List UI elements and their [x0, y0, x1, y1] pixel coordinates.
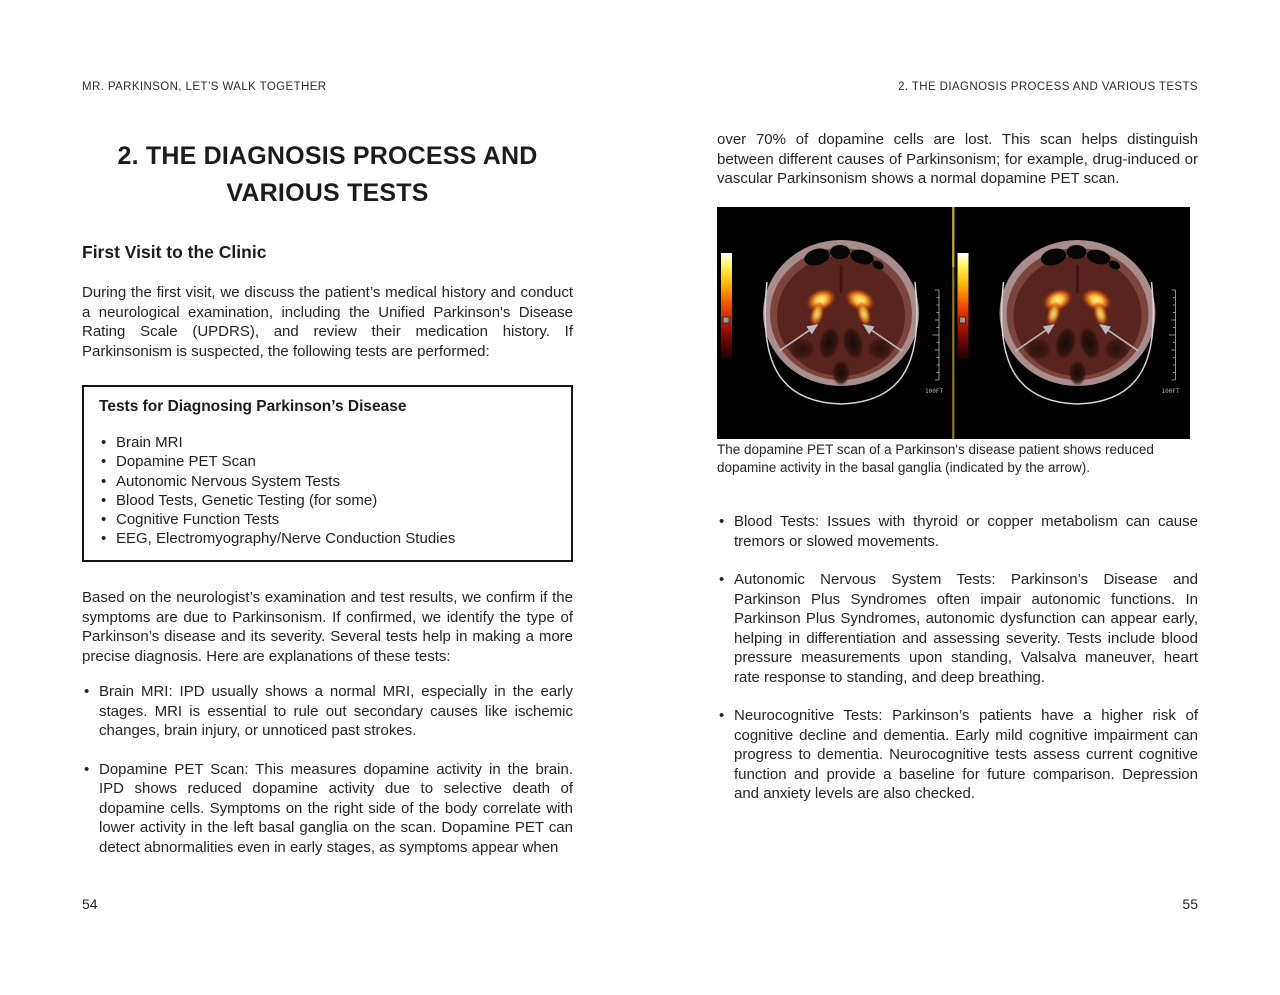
figure-caption: The dopamine PET scan of a Parkinson's disease patient shows reduced dopamine activity in the basal ganglia (indicated by the arrow).: [717, 442, 1154, 475]
tests-box-item: • EEG, Electromyography/Nerve Conduction Studies: [99, 529, 556, 548]
tests-box-item: • Dopamine PET Scan: [99, 452, 556, 471]
left-bullet-list: [82, 682, 573, 876]
tests-box-item: • Blood Tests, Genetic Testing (for some): [99, 491, 556, 510]
chapter-title-line1: 2. THE DIAGNOSIS PROCESS AND: [117, 142, 538, 170]
tests-box-title: Tests for Diagnosing Parkinson’s Disease: [99, 398, 407, 415]
pet-scan-svg: [717, 207, 1190, 439]
dopamine-pet-scan-figure: [717, 207, 1190, 439]
right-bullet-list: [717, 512, 1198, 823]
body-paragraph: Based on the neurologist’s examination and test results, we confirm if the symptoms are due to Parkinsonism. If confirmed, we identify the type of Parkinson’s disease and its severity. Several tests help in making a more precise diagnosis. Here are explanations of these tests:: [82, 589, 573, 665]
page-number-right: 55: [1182, 896, 1198, 912]
chapter-title: [82, 138, 573, 212]
tests-box: [82, 385, 573, 562]
continuation-paragraph: over 70% of dopamine cells are lost. This scan helps distinguish between different causes of Parkinsonism; for example, drug-induced or vascular Parkinsonism shows a normal dopamine PET scan.: [717, 131, 1198, 187]
tests-box-item: • Cognitive Function Tests: [99, 510, 556, 529]
tests-box-item: • Brain MRI: [99, 433, 556, 452]
list-item-autonomic-tests: • Autonomic Nervous System Tests: Parkinson’s Disease and Parkinson Plus Syndromes often impair autonomic functions. In Parkinson Plus Syndromes, autonomic dysfunction can appear early, helping in differentiation and assessing severity. Tests include blood pressure measurements upon standing, Valsalva maneuver, heart rate response to standing, and deep breathing.: [717, 570, 1198, 687]
list-item-neurocognitive-tests: • Neurocognitive Tests: Parkinson’s patients have a higher risk of cognitive decline and dementia. Early mild cognitive impairment can progress to dementia. Neurocognitive tests assess current cognitive function and provide a baseline for future comparison. Depression and anxiety levels are also checked.: [717, 706, 1198, 804]
section-heading: First Visit to the Clinic: [82, 242, 267, 262]
page-number-left: 54: [82, 896, 98, 912]
running-head-left: MR. PARKINSON, LET’S WALK TOGETHER: [82, 81, 327, 93]
list-item-brain-mri: • Brain MRI: IPD usually shows a normal MRI, especially in the early stages. MRI is essential to rule out secondary causes like ischemic changes, brain injury, or unnoticed past strokes.: [82, 682, 573, 741]
list-item-blood-tests: • Blood Tests: Issues with thyroid or copper metabolism can cause tremors or slowed movements.: [717, 512, 1198, 551]
list-item-dopamine-pet: • Dopamine PET Scan: This measures dopamine activity in the brain. IPD shows reduced dopamine activity due to selective death of dopamine cells. Symptoms on the right side of the body correlate with lower activity in the left basal ganglia on the scan. Dopamine PET can detect abnormalities even in early stages, as symptoms appear when: [82, 760, 573, 858]
intro-paragraph: During the first visit, we discuss the patient’s medical history and conduct a neurological examination, including the Unified Parkinson's Disease Rating Scale (UPDRS), and review their medication history. If Parkinsonism is suspected, the following tests are performed:: [82, 284, 573, 360]
running-head-right: 2. THE DIAGNOSIS PROCESS AND VARIOUS TESTS: [898, 81, 1198, 93]
tests-box-item: • Autonomic Nervous System Tests: [99, 472, 556, 491]
chapter-title-line2: VARIOUS TESTS: [226, 179, 429, 207]
